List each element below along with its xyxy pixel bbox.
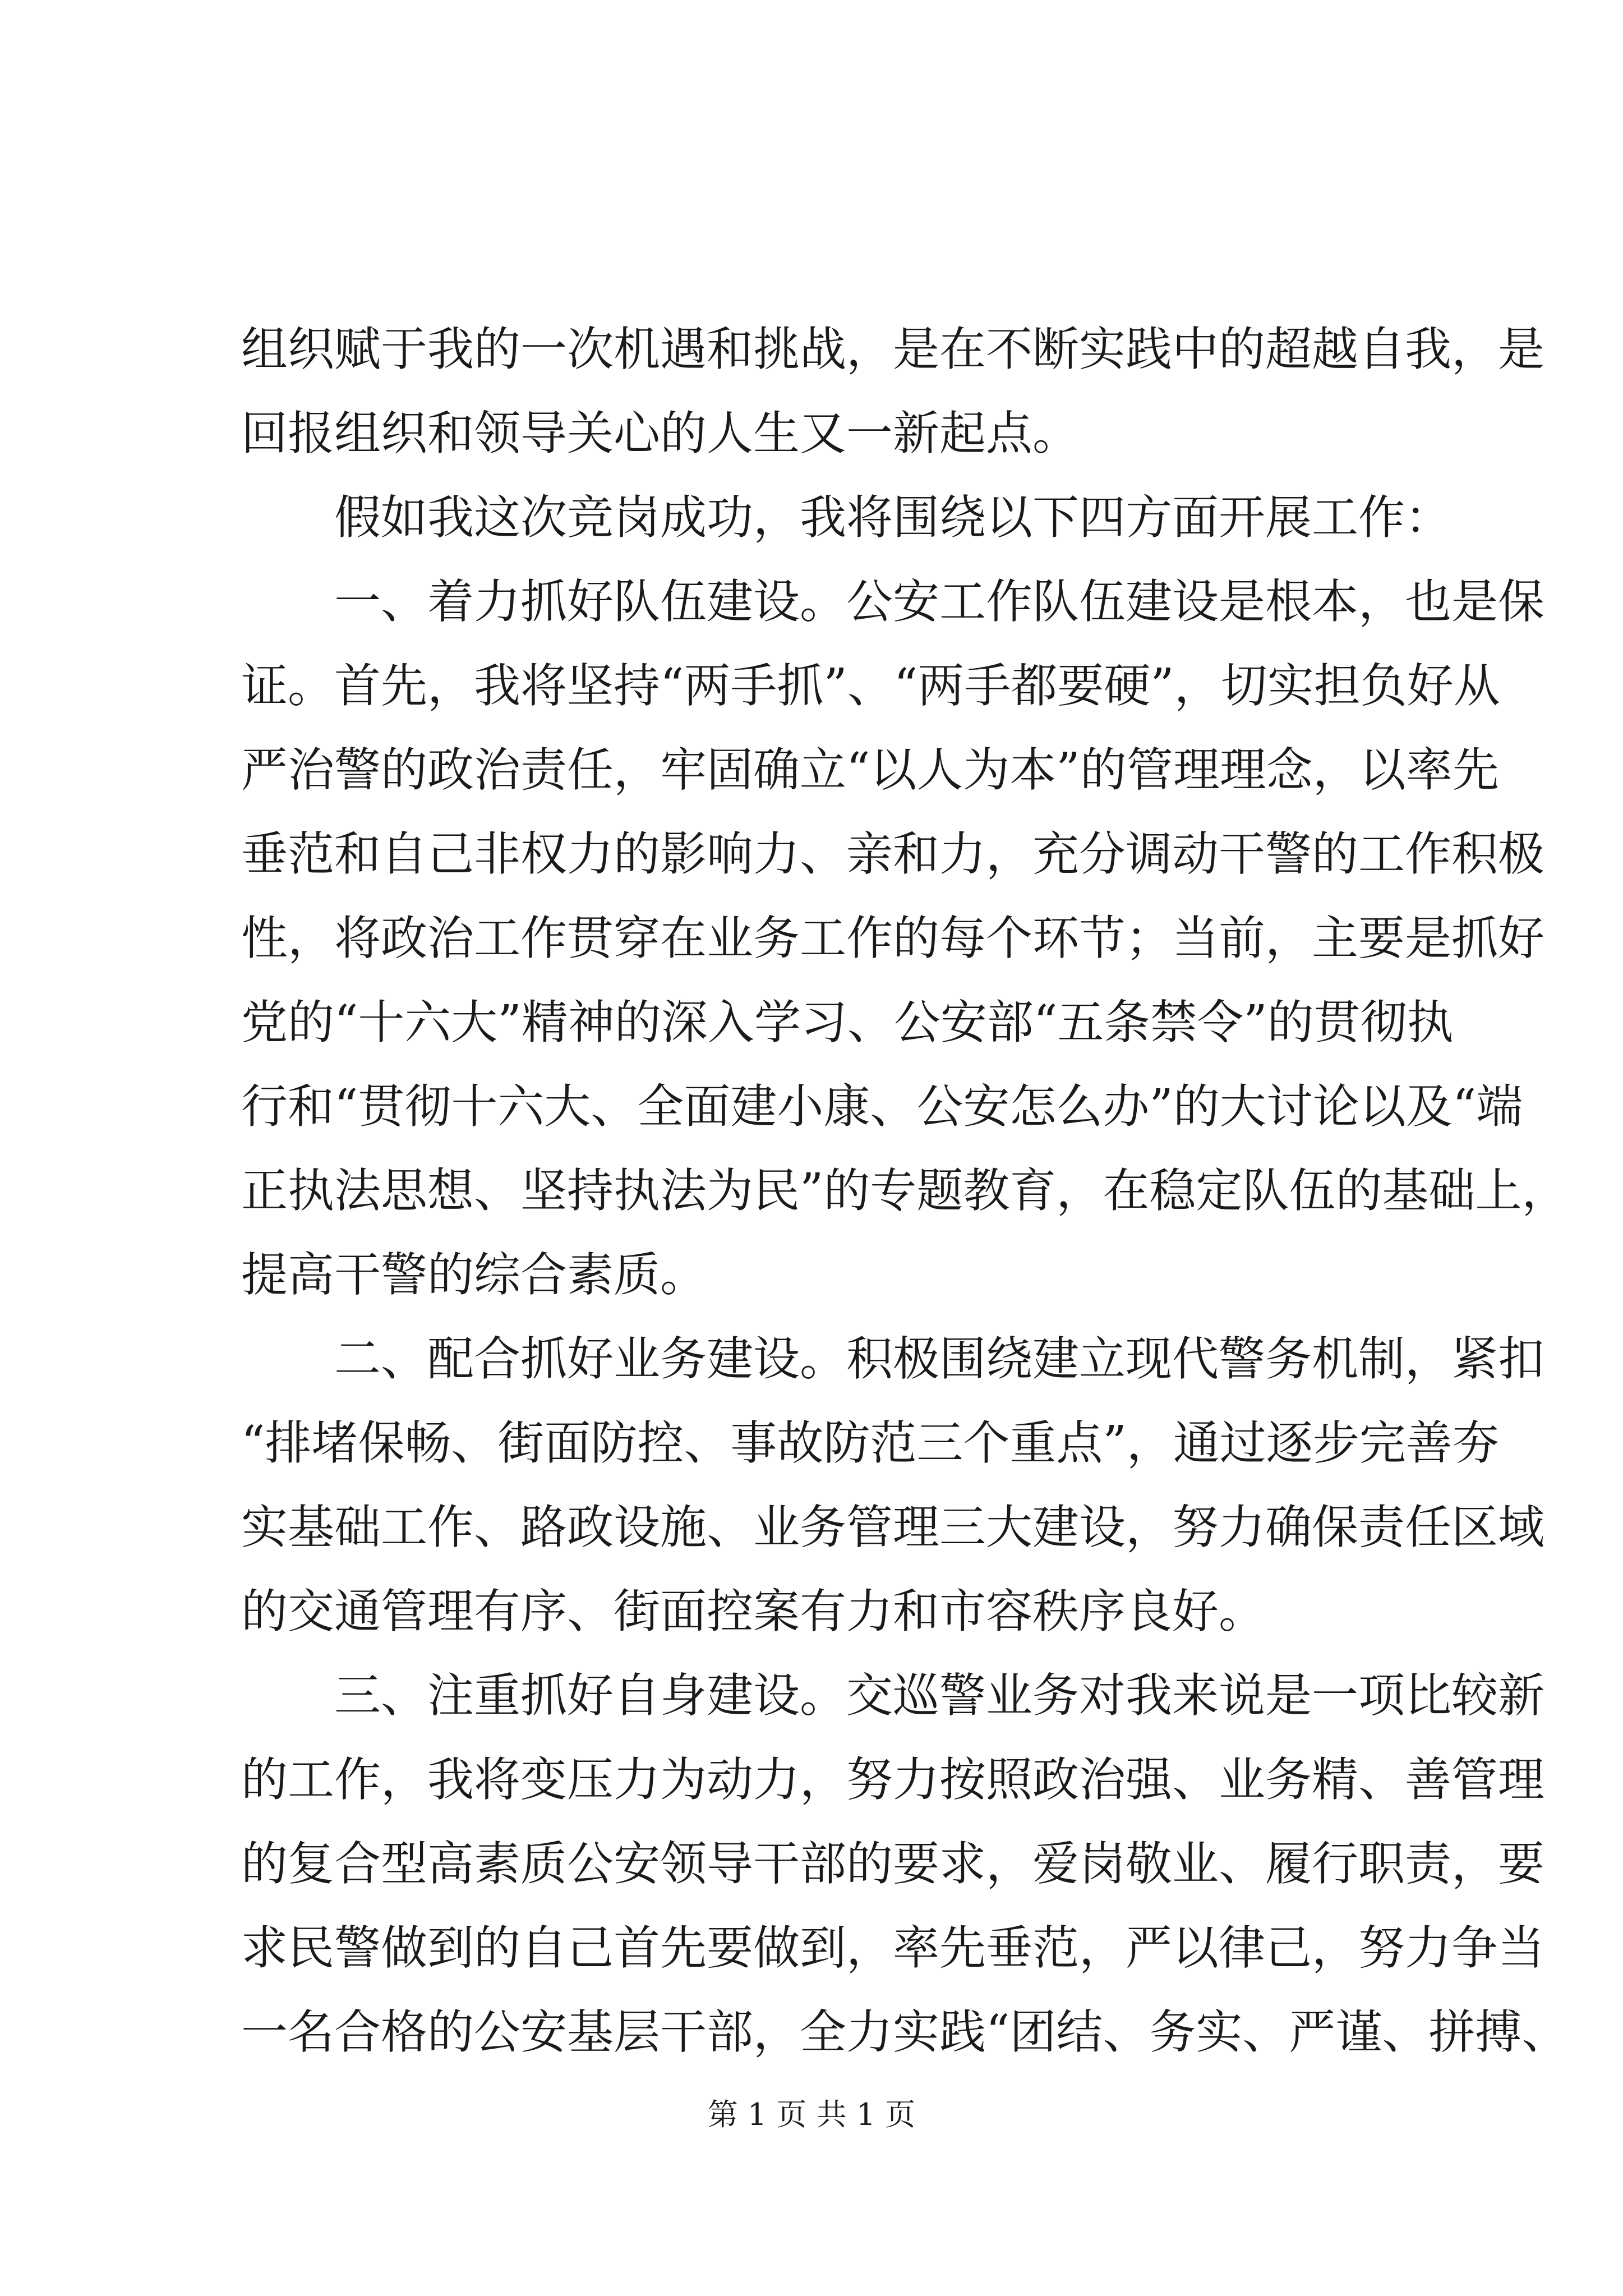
text-line: 二、配合抓好业务建设。积极围绕建立现代警务机制，紧扣 (334, 1332, 1544, 1386)
text-line: 垂范和自己非权力的影响力、亲和力，充分调动干警的工作积极 (241, 827, 1544, 881)
text-line: 组织赋于我的一次机遇和挑战，是在不断实践中的超越自我，是 (241, 322, 1544, 376)
text-line: 一、着力抓好队伍建设。公安工作队伍建设是根本，也是保 (334, 574, 1544, 629)
text-line: 三、注重抓好自身建设。交巡警业务对我来说是一项比较新 (334, 1668, 1544, 1723)
text-line: 实基础工作、路政设施、业务管理三大建设，努力确保责任区域 (241, 1500, 1544, 1554)
document-body (241, 307, 1569, 2074)
text-line: 求民警做到的自己首先要做到，率先垂范，严以律己，努力争当 (241, 1921, 1544, 1975)
text-line: 党的“十六大”精神的深入学习、公安部“五条禁令”的贯彻执 (241, 995, 1454, 1050)
text-line: 行和“贯彻十六大、全面建小康、公安怎么办”的大讨论以及“端 (241, 1079, 1523, 1134)
text-line: 证。首先，我将坚持“两手抓”、“两手都要硬”，切实担负好从 (241, 659, 1500, 713)
text-line: “排堵保畅、街面防控、事故防范三个重点”，通过逐步完善夯 (241, 1416, 1499, 1470)
text-line: 严治警的政治责任，牢固确立“以人为本”的管理理念，以率先 (241, 743, 1499, 797)
text-line: 的复合型高素质公安领导干部的要求，爱岗敬业、履行职责，要 (241, 1837, 1544, 1891)
text-line: 回报组织和领导关心的人生又一新起点。 (241, 406, 1079, 461)
text-line: 一名合格的公安基层干部，全力实践“团结、务实、严谨、拼搏、 (241, 2005, 1569, 2059)
text-line: 提高干警的综合素质。 (241, 1248, 707, 1302)
text-line: 的交通管理有序、街面控案有力和市容秩序良好。 (241, 1584, 1265, 1639)
text-line: 性，将政治工作贯穿在业务工作的每个环节；当前，主要是抓好 (241, 911, 1544, 965)
text-line: 正执法思想、坚持执法为民”的专题教育，在稳定队伍的基础上， (241, 1163, 1569, 1218)
text-line: 假如我这次竞岗成功，我将围绕以下四方面开展工作： (334, 490, 1451, 545)
page-footer: 第 1 页 共 1 页 (707, 2097, 916, 2132)
text-line: 的工作，我将变压力为动力，努力按照政治强、业务精、善管理 (241, 1752, 1544, 1807)
